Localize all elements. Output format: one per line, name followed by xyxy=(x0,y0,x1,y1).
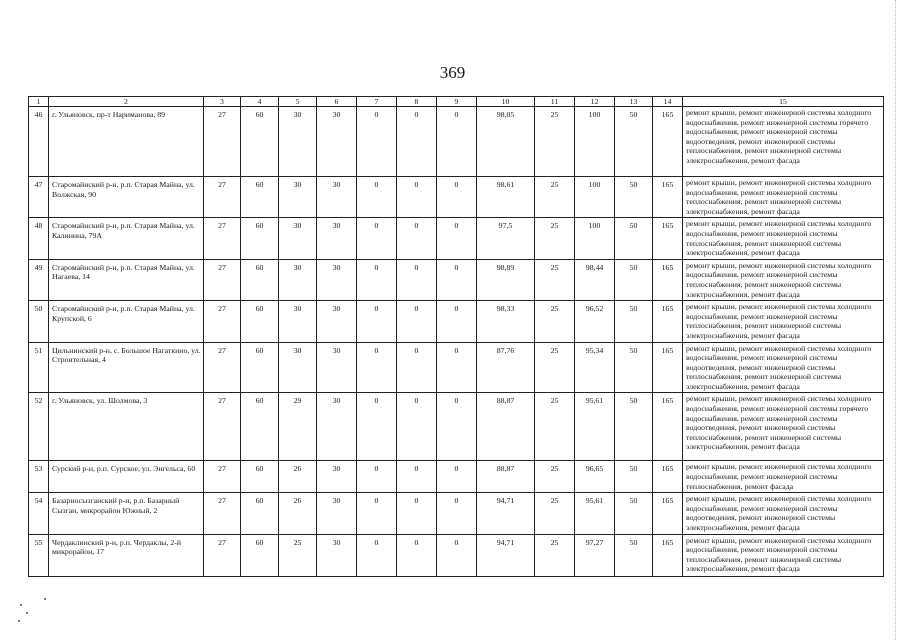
works-cell: ремонт крыши, ремонт инженерной системы холодного водоснабжения, ремонт инженерной системы горячего водоснабжения, ремонт инженерной системы водоотведения, ремонт инженерной системы теплоснабжения, ремонт инженерной системы электроснабжения, ремонт фасада xyxy=(683,393,884,461)
value-cell: 60 xyxy=(241,301,279,342)
value-cell: 30 xyxy=(279,301,317,342)
value-cell: 0 xyxy=(437,259,477,300)
works-cell: ремонт крыши, ремонт инженерной системы холодного водоснабжения, ремонт инженерной системы теплоснабжения, ремонт инженерной системы электроснабжения, ремонт фасада xyxy=(683,259,884,300)
value-cell: 27 xyxy=(204,534,241,576)
address-cell: Старомайнский р-н, р.п. Старая Майна, ул. Волжская, 90 xyxy=(49,177,204,218)
data-table-container xyxy=(28,96,883,577)
value-cell: 60 xyxy=(241,259,279,300)
row-number-cell: 47 xyxy=(29,177,49,218)
value-cell: 0 xyxy=(357,534,397,576)
value-cell: 50 xyxy=(615,342,653,393)
value-cell: 0 xyxy=(437,493,477,534)
column-header: 8 xyxy=(397,97,437,107)
row-number-cell: 48 xyxy=(29,218,49,259)
table-row xyxy=(29,218,884,259)
row-number-cell: 46 xyxy=(29,107,49,177)
value-cell: 0 xyxy=(437,461,477,493)
value-cell: 50 xyxy=(615,107,653,177)
works-cell: ремонт крыши, ремонт инженерной системы холодного водоснабжения, ремонт инженерной системы теплоснабжения, ремонт инженерной системы электроснабжения, ремонт фасада xyxy=(683,177,884,218)
value-cell: 0 xyxy=(397,393,437,461)
value-cell: 165 xyxy=(653,107,683,177)
value-cell: 0 xyxy=(397,301,437,342)
value-cell: 30 xyxy=(317,493,357,534)
address-cell: Сурский р-н, р.п. Сурское, ул. Энгельса, 60 xyxy=(49,461,204,493)
value-cell: 60 xyxy=(241,107,279,177)
column-header: 4 xyxy=(241,97,279,107)
row-number-cell: 53 xyxy=(29,461,49,493)
row-number-cell: 50 xyxy=(29,301,49,342)
works-cell: ремонт крыши, ремонт инженерной системы холодного водоснабжения, ремонт инженерной системы водоотведения, ремонт инженерной системы теплоснабжения, ремонт инженерной системы электроснабжения, ремонт фасада xyxy=(683,342,884,393)
value-cell: 0 xyxy=(357,218,397,259)
value-cell: 25 xyxy=(535,461,575,493)
value-cell: 25 xyxy=(535,107,575,177)
value-cell: 0 xyxy=(357,259,397,300)
value-cell: 60 xyxy=(241,534,279,576)
column-header: 2 xyxy=(49,97,204,107)
value-cell: 50 xyxy=(615,177,653,218)
table-body xyxy=(29,107,884,577)
value-cell: 0 xyxy=(397,493,437,534)
value-cell: 25 xyxy=(535,342,575,393)
value-cell: 27 xyxy=(204,218,241,259)
value-cell: 30 xyxy=(317,342,357,393)
value-cell: 27 xyxy=(204,493,241,534)
column-header: 11 xyxy=(535,97,575,107)
value-cell: 0 xyxy=(437,107,477,177)
value-cell: 25 xyxy=(535,259,575,300)
column-header: 15 xyxy=(683,97,884,107)
value-cell: 30 xyxy=(279,107,317,177)
value-cell: 87,76 xyxy=(477,342,535,393)
value-cell: 98,33 xyxy=(477,301,535,342)
value-cell: 0 xyxy=(397,177,437,218)
address-cell: г. Ульяновск, пр-т Нариманова, 89 xyxy=(49,107,204,177)
value-cell: 0 xyxy=(357,107,397,177)
address-cell: Базарносызганский р-н, р.п. Базарный Сызган, микрорайон Южный, 2 xyxy=(49,493,204,534)
column-header: 10 xyxy=(477,97,535,107)
value-cell: 60 xyxy=(241,177,279,218)
value-cell: 0 xyxy=(437,393,477,461)
value-cell: 30 xyxy=(279,259,317,300)
value-cell: 96,65 xyxy=(575,461,615,493)
column-header: 9 xyxy=(437,97,477,107)
value-cell: 60 xyxy=(241,493,279,534)
column-header: 6 xyxy=(317,97,357,107)
value-cell: 100 xyxy=(575,218,615,259)
value-cell: 29 xyxy=(279,393,317,461)
table-row xyxy=(29,393,884,461)
value-cell: 0 xyxy=(397,461,437,493)
table-row xyxy=(29,461,884,493)
value-cell: 27 xyxy=(204,461,241,493)
value-cell: 0 xyxy=(357,177,397,218)
row-number-cell: 54 xyxy=(29,493,49,534)
value-cell: 0 xyxy=(437,301,477,342)
address-cell: Старомайнский р-н, р.п. Старая Майна, ул. Нагаева, 14 xyxy=(49,259,204,300)
value-cell: 30 xyxy=(317,534,357,576)
value-cell: 30 xyxy=(317,393,357,461)
value-cell: 60 xyxy=(241,218,279,259)
value-cell: 25 xyxy=(535,534,575,576)
address-cell: г. Ульяновск, ул. Шолмова, 3 xyxy=(49,393,204,461)
value-cell: 165 xyxy=(653,259,683,300)
value-cell: 50 xyxy=(615,259,653,300)
scan-speck xyxy=(18,620,20,622)
value-cell: 0 xyxy=(437,218,477,259)
row-number-cell: 49 xyxy=(29,259,49,300)
value-cell: 88,87 xyxy=(477,461,535,493)
row-number-cell: 51 xyxy=(29,342,49,393)
column-header: 1 xyxy=(29,97,49,107)
address-cell: Цильнинский р-н, с. Большое Нагаткино, ул. Строительная, 4 xyxy=(49,342,204,393)
value-cell: 100 xyxy=(575,177,615,218)
row-number-cell: 52 xyxy=(29,393,49,461)
value-cell: 25 xyxy=(535,177,575,218)
value-cell: 27 xyxy=(204,301,241,342)
value-cell: 165 xyxy=(653,301,683,342)
value-cell: 50 xyxy=(615,534,653,576)
works-cell: ремонт крыши, ремонт инженерной системы холодного водоснабжения, ремонт инженерной системы теплоснабжения, ремонт инженерной системы электроснабжения, ремонт фасада xyxy=(683,301,884,342)
data-table xyxy=(28,96,884,577)
value-cell: 165 xyxy=(653,461,683,493)
value-cell: 27 xyxy=(204,259,241,300)
scan-edge-line xyxy=(894,0,896,640)
value-cell: 30 xyxy=(317,107,357,177)
value-cell: 27 xyxy=(204,107,241,177)
value-cell: 0 xyxy=(357,342,397,393)
value-cell: 88,87 xyxy=(477,393,535,461)
value-cell: 25 xyxy=(535,301,575,342)
value-cell: 98,05 xyxy=(477,107,535,177)
table-row xyxy=(29,301,884,342)
value-cell: 94,71 xyxy=(477,534,535,576)
value-cell: 27 xyxy=(204,393,241,461)
value-cell: 25 xyxy=(535,493,575,534)
value-cell: 0 xyxy=(397,218,437,259)
row-number-cell: 55 xyxy=(29,534,49,576)
value-cell: 27 xyxy=(204,342,241,393)
value-cell: 30 xyxy=(317,177,357,218)
value-cell: 30 xyxy=(317,301,357,342)
value-cell: 0 xyxy=(357,461,397,493)
value-cell: 25 xyxy=(535,218,575,259)
value-cell: 165 xyxy=(653,493,683,534)
value-cell: 60 xyxy=(241,393,279,461)
value-cell: 95,34 xyxy=(575,342,615,393)
scan-speck xyxy=(26,612,28,614)
column-header: 5 xyxy=(279,97,317,107)
value-cell: 30 xyxy=(279,177,317,218)
value-cell: 165 xyxy=(653,393,683,461)
table-row xyxy=(29,107,884,177)
value-cell: 50 xyxy=(615,393,653,461)
value-cell: 27 xyxy=(204,177,241,218)
value-cell: 50 xyxy=(615,493,653,534)
value-cell: 30 xyxy=(317,461,357,493)
value-cell: 50 xyxy=(615,218,653,259)
column-header: 12 xyxy=(575,97,615,107)
value-cell: 165 xyxy=(653,534,683,576)
table-header-row xyxy=(29,97,884,107)
scan-speck xyxy=(44,598,46,600)
value-cell: 97,27 xyxy=(575,534,615,576)
value-cell: 165 xyxy=(653,218,683,259)
value-cell: 50 xyxy=(615,301,653,342)
value-cell: 165 xyxy=(653,177,683,218)
table-row xyxy=(29,534,884,576)
value-cell: 26 xyxy=(279,493,317,534)
works-cell: ремонт крыши, ремонт инженерной системы холодного водоснабжения, ремонт инженерной системы водоотведения, ремонт инженерной системы электроснабжения, ремонт фасада xyxy=(683,493,884,534)
table-row xyxy=(29,177,884,218)
value-cell: 30 xyxy=(279,218,317,259)
value-cell: 98,61 xyxy=(477,177,535,218)
column-header: 3 xyxy=(204,97,241,107)
value-cell: 0 xyxy=(357,393,397,461)
value-cell: 50 xyxy=(615,461,653,493)
value-cell: 25 xyxy=(535,393,575,461)
value-cell: 97,5 xyxy=(477,218,535,259)
value-cell: 60 xyxy=(241,342,279,393)
table-row xyxy=(29,259,884,300)
works-cell: ремонт крыши, ремонт инженерной системы холодного водоснабжения, ремонт инженерной системы теплоснабжения, ремонт инженерной системы электроснабжения, ремонт фасада xyxy=(683,534,884,576)
value-cell: 98,44 xyxy=(575,259,615,300)
table-row xyxy=(29,493,884,534)
works-cell: ремонт крыши, ремонт инженерной системы холодного водоснабжения, ремонт инженерной системы горячего водоснабжения, ремонт инженерной системы водоотведения, ремонт инженерной системы теплоснабжения, ремонт инженерной системы электроснабжения, ремонт фасада xyxy=(683,107,884,177)
value-cell: 100 xyxy=(575,107,615,177)
value-cell: 0 xyxy=(357,493,397,534)
value-cell: 30 xyxy=(317,218,357,259)
value-cell: 0 xyxy=(437,534,477,576)
address-cell: Старомайнский р-н, р.п. Старая Майна, ул. Калинина, 79А xyxy=(49,218,204,259)
column-header: 14 xyxy=(653,97,683,107)
works-cell: ремонт крыши, ремонт инженерной системы холодного водоснабжения, ремонт инженерной системы теплоснабжения, ремонт фасада xyxy=(683,461,884,493)
value-cell: 25 xyxy=(279,534,317,576)
value-cell: 0 xyxy=(437,177,477,218)
value-cell: 165 xyxy=(653,342,683,393)
page-number: 369 xyxy=(439,63,466,82)
value-cell: 98,89 xyxy=(477,259,535,300)
value-cell: 0 xyxy=(397,259,437,300)
value-cell: 95,61 xyxy=(575,493,615,534)
value-cell: 0 xyxy=(397,107,437,177)
scan-speck xyxy=(20,604,22,606)
value-cell: 60 xyxy=(241,461,279,493)
works-cell: ремонт крыши, ремонт инженерной системы холодного водоснабжения, ремонт инженерной системы теплоснабжения, ремонт инженерной системы электроснабжения, ремонт фасада xyxy=(683,218,884,259)
address-cell: Чердаклинский р-н, р.п. Чердаклы, 2-й микрорайон, 17 xyxy=(49,534,204,576)
column-header: 7 xyxy=(357,97,397,107)
table-row xyxy=(29,342,884,393)
column-header: 13 xyxy=(615,97,653,107)
value-cell: 0 xyxy=(437,342,477,393)
value-cell: 26 xyxy=(279,461,317,493)
value-cell: 0 xyxy=(357,301,397,342)
value-cell: 94,71 xyxy=(477,493,535,534)
address-cell: Старомайнский р-н, р.п. Старая Майна, ул. Крупской, 6 xyxy=(49,301,204,342)
value-cell: 30 xyxy=(317,259,357,300)
value-cell: 95,61 xyxy=(575,393,615,461)
value-cell: 96,52 xyxy=(575,301,615,342)
value-cell: 0 xyxy=(397,342,437,393)
value-cell: 30 xyxy=(279,342,317,393)
value-cell: 0 xyxy=(397,534,437,576)
